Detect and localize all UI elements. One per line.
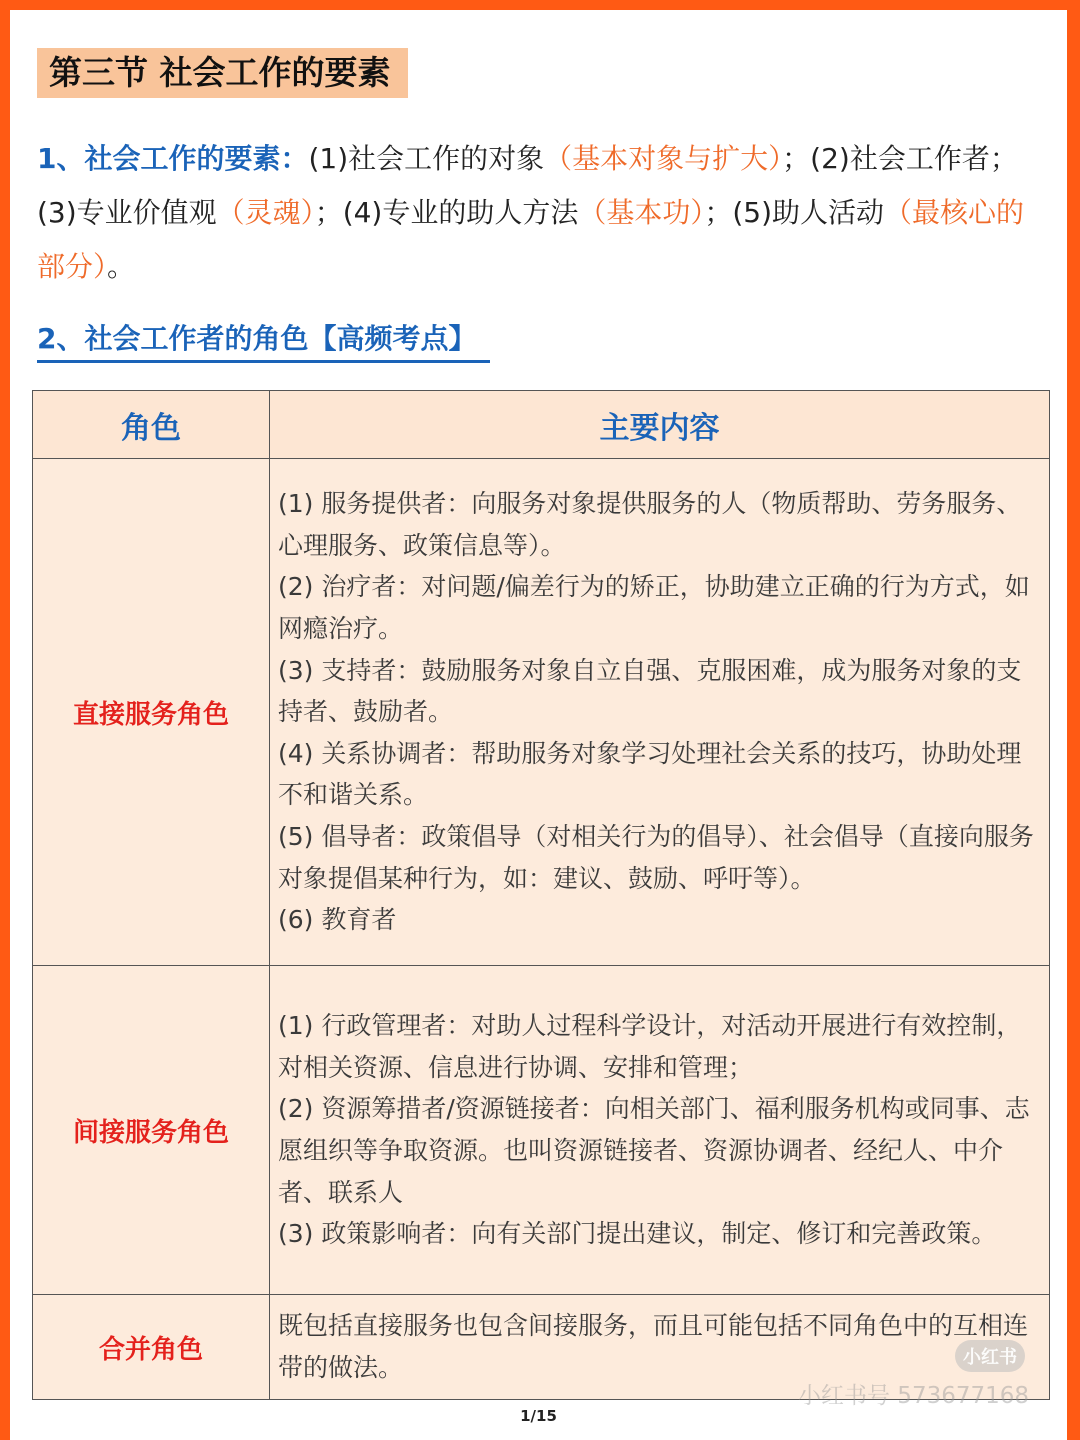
content-item: 既包括直接服务也包含间接服务，而且可能包括不同角色中的互相连带的做法。 [278,1311,1029,1382]
content-item: (1) 服务提供者：向服务对象提供服务的人（物质帮助、劳务服务、心理服务、政策信息等）。 [278,489,1022,560]
role-content [270,966,1050,1295]
header-content: 主要内容 [270,391,1050,459]
content-item: (4) 关系协调者：帮助服务对象学习处理社会关系的技巧，协助处理不和谐关系。 [278,738,1022,810]
page-number: 1/15 [520,1407,557,1425]
elements-paragraph [37,132,1042,294]
content-item: (3) 支持者：鼓励服务对象自立自强、克服困难，成为服务对象的支持者、鼓励者。 [278,655,1022,727]
content-item: (2) 治疗者：对问题/偏差行为的矫正，协助建立正确的行为方式，如网瘾治疗。 [278,572,1030,644]
content-item: (6) 教育者 [278,905,397,935]
role-name: 间接服务角色 [33,966,270,1295]
elements-part: 。 [107,250,136,283]
elements-note: （基本功） [578,196,705,229]
elements-part: ；(5)助人活动 [704,196,885,229]
header-role: 角色 [33,391,270,459]
elements-note: （灵魂） [216,196,315,229]
content-item: (3) 政策影响者：向有关部门提出建议，制定、修订和完善政策。 [278,1219,997,1249]
content-item: (5) 倡导者：政策倡导（对相关行为的倡导）、社会倡导（直接向服务对象提倡某种行为，如：建议、鼓励、呼吁等）。 [278,821,1034,893]
role-name: 直接服务角色 [33,459,270,966]
document-page [10,10,1067,1440]
roles-heading: 2、社会工作者的角色【高频考点】 [37,318,490,363]
table-header-row [33,391,1050,459]
content-item: (1) 行政管理者：对助人过程科学设计，对活动开展进行有效控制，对相关资源、信息进行协调、安排和管理； [278,1011,1022,1082]
role-content [270,459,1050,966]
elements-heading: 1、社会工作的要素： [37,142,309,175]
section-title: 第三节 社会工作的要素 [37,48,408,98]
elements-part: (1)社会工作的对象 [308,142,545,175]
table-row [33,966,1050,1295]
content-item: (2) 资源筹措者/资源链接者：向相关部门、福利服务机构或同事、志愿组织等争取资源。也叫资源链接者、资源协调者、经纪人、中介者、联系人 [278,1094,1030,1207]
roles-table [32,390,1050,1400]
watermark-id: 小红书号 573677168 [798,1383,1030,1409]
watermark-logo: 小红书 [955,1340,1025,1372]
table-row [33,459,1050,966]
elements-note: （基本对象与扩大） [544,142,783,175]
elements-part: ；(2)社会工作者；(3)专业价值观 [37,142,1018,229]
elements-note: （最核心的部分） [37,196,1025,283]
role-name: 合并角色 [33,1295,270,1400]
elements-part: ；(4)专业的助人方法 [314,196,579,229]
